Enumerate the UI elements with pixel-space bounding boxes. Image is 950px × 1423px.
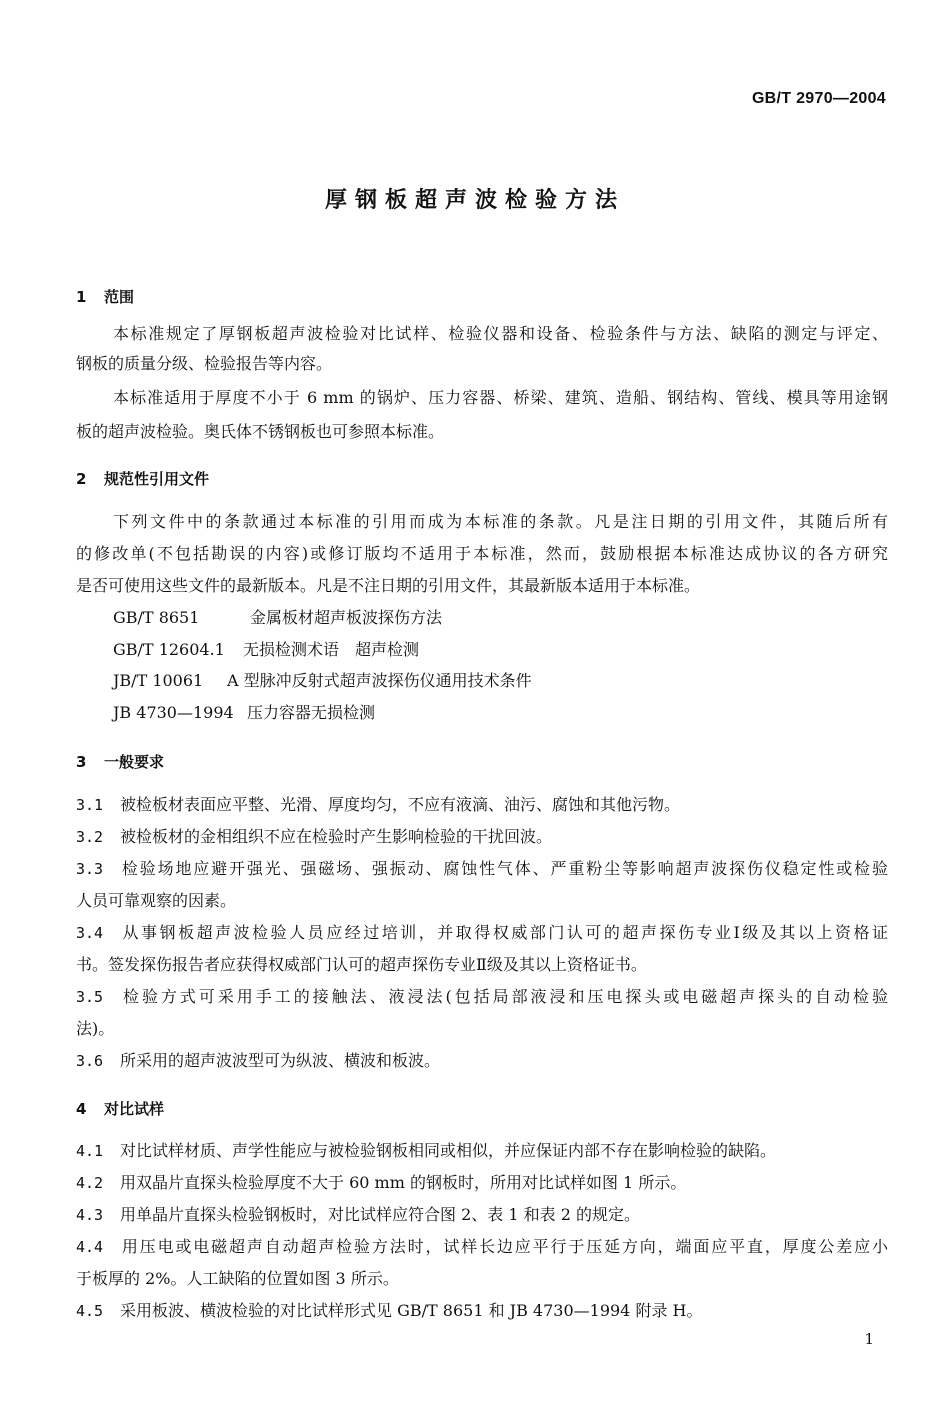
reference-name: 压力容器无损检测 xyxy=(247,703,376,722)
clause-4-4 xyxy=(76,1237,888,1257)
clause-text: 用单晶片直探头检验钢板时，对比试样应符合图 2、表 1 和表 2 的规定。 xyxy=(120,1205,640,1224)
clause-3-4 xyxy=(76,923,888,943)
clause-text: 用双晶片直探头检验厚度不大于 60 mm 的钢板时，所用对比试样如图 1 所示。 xyxy=(120,1173,687,1192)
s1-p1-line2: 钢板的质量分级、检验报告等内容。 xyxy=(76,354,333,373)
section-title: 范围 xyxy=(104,288,135,306)
clause-number: 3.1 xyxy=(76,796,104,814)
reference-name: 无损检测术语 超声检测 xyxy=(243,640,420,659)
reference-item xyxy=(113,671,888,691)
s1-p2-line1: 本标准适用于厚度不小于 6 mm 的锅炉、压力容器、桥梁、建筑、造船、钢结构、管线、模具等用途钢 xyxy=(113,388,888,407)
clause-number: 3.3 xyxy=(76,860,104,878)
s1-p2-line2: 板的超声波检验。奥氏体不锈钢板也可参照本标准。 xyxy=(76,422,445,441)
clause-number: 3.6 xyxy=(76,1052,104,1070)
reference-code: JB/T 10061 xyxy=(113,671,204,690)
section-number: 4 xyxy=(76,1100,87,1118)
clause-number: 4.3 xyxy=(76,1206,104,1224)
s2-p1-line3: 是否可使用这些文件的最新版本。凡是不注日期的引用文件，其最新版本适用于本标准。 xyxy=(76,576,701,595)
section-4-heading xyxy=(76,1098,164,1119)
clause-number: 3.2 xyxy=(76,828,104,846)
page-number: 1 xyxy=(864,1330,874,1348)
clause-number: 4.1 xyxy=(76,1142,104,1160)
clause-3-3-line2: 人员可靠观察的因素。 xyxy=(76,891,237,910)
clause-text: 被检板材的金相组织不应在检验时产生影响检验的干扰回波。 xyxy=(120,827,553,846)
section-1-heading xyxy=(76,286,134,307)
standard-number: GB/T 2970—2004 xyxy=(751,90,886,107)
s2-p1-line2: 的修改单(不包括勘误的内容)或修订版均不适用于本标准，然而，鼓励根据本标准达成协议的各方研究 xyxy=(76,544,888,563)
clause-4-2 xyxy=(76,1173,888,1193)
clause-text: 所采用的超声波波型可为纵波、横波和板波。 xyxy=(120,1051,441,1070)
section-title: 规范性引用文件 xyxy=(104,470,210,488)
section-2-heading xyxy=(76,468,209,489)
reference-code: GB/T 8651 xyxy=(113,608,200,627)
clause-number: 3.5 xyxy=(76,988,104,1006)
clause-text: 对比试样材质、声学性能应与被检验钢板相同或相似，并应保证内部不存在影响检验的缺陷。 xyxy=(120,1141,777,1160)
s1-p1-line1: 本标准规定了厚钢板超声波检验对比试样、检验仪器和设备、检验条件与方法、缺陷的测定与评定、 xyxy=(113,324,888,343)
section-title: 对比试样 xyxy=(104,1100,165,1118)
clause-3-2 xyxy=(76,827,888,847)
reference-name: 金属板材超声板波探伤方法 xyxy=(250,608,443,627)
clause-3-3 xyxy=(76,859,888,879)
s2-p1-line1: 下列文件中的条款通过本标准的引用而成为本标准的条款。凡是注日期的引用文件，其随后所有 xyxy=(113,512,888,531)
section-number: 3 xyxy=(76,753,87,771)
clause-text: 从事钢板超声波检验人员应经过培训，并取得权威部门认可的超声探伤专业Ⅰ级及其以上资格证 xyxy=(120,923,888,942)
clause-number: 3.4 xyxy=(76,924,104,942)
reference-item xyxy=(113,640,888,660)
section-title: 一般要求 xyxy=(104,753,165,771)
clause-3-5-line2: 法)。 xyxy=(76,1019,115,1038)
clause-4-4-line2: 于板厚的 2%。人工缺陷的位置如图 3 所示。 xyxy=(76,1269,399,1288)
clause-3-4-line2: 书。签发探伤报告者应获得权威部门认可的超声探伤专业Ⅱ级及其以上资格证书。 xyxy=(76,955,647,974)
clause-3-1 xyxy=(76,795,888,815)
clause-number: 4.5 xyxy=(76,1302,104,1320)
clause-text: 被检板材表面应平整、光滑、厚度均匀，不应有液滴、油污、腐蚀和其他污物。 xyxy=(120,795,681,814)
document-title: 厚钢板超声波检验方法 xyxy=(324,188,625,213)
clause-3-6 xyxy=(76,1051,888,1071)
clause-4-3 xyxy=(76,1205,888,1225)
reference-name: A 型脉冲反射式超声波探伤仪通用技术条件 xyxy=(227,671,532,690)
reference-item xyxy=(113,703,888,723)
clause-text: 检验场地应避开强光、强磁场、强振动、腐蚀性气体、严重粉尘等影响超声波探伤仪稳定性或检验 xyxy=(120,859,888,878)
section-number: 1 xyxy=(76,288,87,306)
clause-text: 检验方式可采用手工的接触法、液浸法(包括局部液浸和压电探头或电磁超声探头的自动检验 xyxy=(120,987,888,1006)
clause-number: 4.4 xyxy=(76,1238,104,1256)
reference-code: JB 4730—1994 xyxy=(113,703,234,722)
clause-text: 用压电或电磁超声自动超声检验方法时，试样长边应平行于压延方向，端面应平直，厚度公差应小 xyxy=(120,1237,888,1256)
clause-4-1 xyxy=(76,1141,888,1161)
section-number: 2 xyxy=(76,470,87,488)
clause-number: 4.2 xyxy=(76,1174,104,1192)
section-3-heading xyxy=(76,751,164,772)
reference-code: GB/T 12604.1 xyxy=(113,640,225,659)
clause-text: 采用板波、横波检验的对比试样形式见 GB/T 8651 和 JB 4730—1994 附录 H。 xyxy=(120,1301,703,1320)
clause-4-5 xyxy=(76,1301,888,1321)
reference-item xyxy=(113,608,888,628)
clause-3-5 xyxy=(76,987,888,1007)
